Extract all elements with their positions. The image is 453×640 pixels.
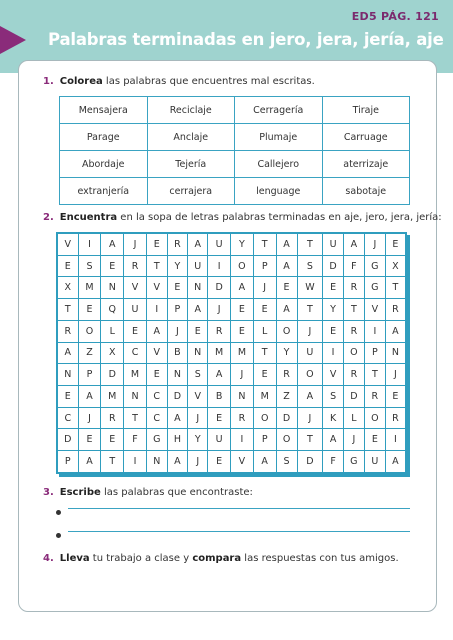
letter-cell[interactable]: Y (323, 299, 344, 321)
letter-cell[interactable]: R (101, 407, 124, 429)
instruction-3-text: las palabras que encontraste: (100, 487, 253, 498)
grid-row (58, 234, 406, 256)
letter-cell[interactable]: E (188, 320, 208, 342)
letter-cell[interactable]: E (323, 277, 344, 299)
letter-cell[interactable]: X (385, 255, 405, 277)
instruction-4-verb-1: Lleva (59, 553, 90, 564)
letter-cell[interactable]: E (78, 299, 101, 321)
letter-cell[interactable]: A (167, 451, 188, 473)
letter-cell[interactable]: E (101, 429, 124, 451)
letter-cell[interactable]: I (364, 320, 385, 342)
words-row (60, 124, 410, 151)
letter-cell[interactable]: D (276, 407, 297, 429)
letter-cell[interactable]: E (385, 234, 405, 256)
letter-cell[interactable]: E (146, 234, 167, 256)
letter-cell[interactable]: T (297, 234, 323, 256)
letter-cell[interactable]: A (188, 299, 208, 321)
letter-cell[interactable]: E (208, 407, 231, 429)
letter-cell[interactable]: G (146, 429, 167, 451)
word-cell[interactable]: Anclaje (147, 124, 235, 151)
letter-cell[interactable]: J (188, 451, 208, 473)
word-cell[interactable]: Mensajera (60, 97, 148, 124)
letter-cell[interactable]: G (343, 451, 364, 473)
instruction-2 (43, 212, 442, 223)
letter-cell[interactable]: T (146, 255, 167, 277)
letter-cell[interactable]: R (167, 234, 188, 256)
word-cell[interactable]: Cerragería (235, 97, 323, 124)
letter-cell[interactable]: U (188, 255, 208, 277)
letter-cell[interactable]: O (343, 342, 364, 364)
words-row (60, 151, 410, 178)
letter-cell[interactable]: E (167, 277, 188, 299)
letter-cell[interactable]: F (323, 451, 344, 473)
letter-cell[interactable]: V (146, 277, 167, 299)
letter-cell[interactable]: P (253, 429, 276, 451)
letter-cell[interactable]: N (58, 364, 79, 386)
letter-cell[interactable]: J (124, 234, 147, 256)
letter-cell[interactable]: L (343, 407, 364, 429)
answer-bullet-1 (56, 510, 61, 515)
word-cell[interactable]: Plumaje (235, 124, 323, 151)
answer-line-2[interactable] (68, 531, 410, 532)
letter-cell[interactable]: R (343, 320, 364, 342)
letter-cell[interactable]: E (101, 255, 124, 277)
letter-cell[interactable]: A (208, 364, 231, 386)
instruction-3-verb: Escribe (59, 487, 101, 498)
letter-cell[interactable]: R (343, 364, 364, 386)
letter-cell[interactable]: G (364, 255, 385, 277)
letter-cell[interactable]: P (364, 342, 385, 364)
letter-cell[interactable]: Y (188, 429, 208, 451)
grid-row (58, 386, 406, 408)
letter-cell[interactable]: U (124, 299, 147, 321)
letter-cell[interactable]: E (323, 320, 344, 342)
letter-cell[interactable]: B (208, 386, 231, 408)
letter-cell[interactable]: A (385, 320, 405, 342)
letter-cell[interactable]: J (297, 320, 323, 342)
word-search-puzzle (56, 232, 407, 474)
instruction-3 (43, 487, 253, 498)
letter-cell[interactable]: E (385, 386, 405, 408)
letter-cell[interactable]: I (124, 451, 147, 473)
letter-cell[interactable]: O (253, 407, 276, 429)
letter-cell[interactable]: A (167, 407, 188, 429)
letter-cell[interactable]: E (58, 386, 79, 408)
grid-row (58, 255, 406, 277)
letter-cell[interactable]: A (253, 451, 276, 473)
letter-cell[interactable]: J (208, 299, 231, 321)
word-cell[interactable]: Abordaje (60, 151, 148, 178)
letter-cell[interactable]: U (297, 342, 323, 364)
letter-cell[interactable]: D (101, 364, 124, 386)
letter-cell[interactable]: F (124, 429, 147, 451)
word-cell[interactable]: Tejería (147, 151, 235, 178)
letter-cell[interactable]: N (146, 451, 167, 473)
letter-cell[interactable]: C (146, 386, 167, 408)
letter-cell[interactable]: E (78, 429, 101, 451)
letter-cell[interactable]: S (188, 364, 208, 386)
letter-cell[interactable]: V (231, 451, 254, 473)
letter-cell[interactable]: R (276, 364, 297, 386)
letter-cell[interactable]: A (188, 234, 208, 256)
word-cell[interactable]: Tiraje (322, 97, 410, 124)
letter-cell[interactable]: C (58, 407, 79, 429)
letter-cell[interactable]: E (253, 299, 276, 321)
grid-row (58, 277, 406, 299)
letter-cell[interactable]: L (101, 320, 124, 342)
grid-row (58, 342, 406, 364)
grid-row (58, 451, 406, 473)
instruction-4-text-1: tu trabajo a clase y (89, 553, 193, 564)
letter-cell[interactable]: T (124, 407, 147, 429)
letter-cell[interactable]: A (385, 451, 405, 473)
letter-cell[interactable]: A (231, 277, 254, 299)
letter-cell[interactable]: Q (101, 299, 124, 321)
letter-cell[interactable]: T (101, 451, 124, 473)
letter-cell[interactable]: V (323, 364, 344, 386)
letter-cell[interactable]: D (167, 386, 188, 408)
letter-cell[interactable]: A (276, 234, 297, 256)
grid-row (58, 364, 406, 386)
instruction-1-number: 1. (43, 76, 54, 87)
letter-cell[interactable]: E (124, 320, 147, 342)
letter-cell[interactable]: A (276, 255, 297, 277)
letter-cell[interactable]: C (146, 407, 167, 429)
letter-cell[interactable]: O (276, 429, 297, 451)
letter-cell[interactable]: A (101, 234, 124, 256)
letter-cell[interactable]: A (323, 429, 344, 451)
instruction-2-verb: Encuentra (59, 212, 118, 223)
instruction-4 (43, 553, 399, 564)
letter-cell[interactable]: O (231, 255, 254, 277)
letter-cell[interactable]: E (58, 255, 79, 277)
instruction-1 (43, 76, 315, 87)
letter-cell[interactable]: G (364, 277, 385, 299)
instruction-4-number: 4. (43, 553, 54, 564)
letter-cell[interactable]: A (58, 342, 79, 364)
letter-cell[interactable]: I (146, 299, 167, 321)
letter-cell[interactable]: J (231, 364, 254, 386)
letter-cell[interactable]: I (323, 342, 344, 364)
letter-cell[interactable]: N (385, 342, 405, 364)
letter-cell[interactable]: M (253, 386, 276, 408)
letter-cell[interactable]: R (58, 320, 79, 342)
letter-cell[interactable]: V (188, 386, 208, 408)
letter-cell[interactable]: R (385, 407, 405, 429)
letter-cell[interactable]: U (208, 429, 231, 451)
words-row (60, 178, 410, 205)
letter-cell[interactable]: X (101, 342, 124, 364)
instruction-2-text: en la sopa de letras palabras terminadas en aje, jero, jera, jería: (117, 212, 442, 223)
letter-cell[interactable]: I (208, 255, 231, 277)
letter-cell[interactable]: Z (276, 386, 297, 408)
letter-cell[interactable]: P (78, 364, 101, 386)
letter-cell[interactable]: R (124, 255, 147, 277)
grid-row (58, 320, 406, 342)
word-cell[interactable]: Callejero (235, 151, 323, 178)
letter-cell[interactable]: I (385, 429, 405, 451)
word-cell[interactable]: Parage (60, 124, 148, 151)
letter-cell[interactable]: A (146, 320, 167, 342)
letter-cell[interactable]: J (78, 407, 101, 429)
letter-cell[interactable]: P (58, 451, 79, 473)
letter-grid (57, 233, 406, 473)
letter-cell[interactable]: B (167, 342, 188, 364)
letter-cell[interactable]: O (276, 320, 297, 342)
letter-cell[interactable]: D (297, 451, 323, 473)
letter-cell[interactable]: Y (276, 342, 297, 364)
words-row (60, 97, 410, 124)
word-cell[interactable]: Carruage (322, 124, 410, 151)
letter-cell[interactable]: O (364, 407, 385, 429)
word-cell[interactable]: cerrajera (147, 178, 235, 205)
letter-cell[interactable]: E (253, 364, 276, 386)
letter-cell[interactable]: E (208, 451, 231, 473)
letter-cell[interactable]: J (188, 407, 208, 429)
letter-cell[interactable]: S (78, 255, 101, 277)
letter-cell[interactable]: T (385, 277, 405, 299)
letter-cell[interactable]: T (253, 234, 276, 256)
letter-cell[interactable]: T (297, 429, 323, 451)
letter-cell[interactable]: R (208, 320, 231, 342)
letter-cell[interactable]: U (323, 234, 344, 256)
grid-row (58, 407, 406, 429)
letter-cell[interactable]: J (253, 277, 276, 299)
instruction-2-number: 2. (43, 212, 54, 223)
letter-cell[interactable]: N (188, 277, 208, 299)
letter-cell[interactable]: C (124, 342, 147, 364)
letter-cell[interactable]: R (343, 277, 364, 299)
letter-cell[interactable]: A (297, 386, 323, 408)
letter-cell[interactable]: T (343, 299, 364, 321)
letter-cell[interactable]: M (78, 277, 101, 299)
instruction-3-number: 3. (43, 487, 54, 498)
letter-cell[interactable]: P (167, 299, 188, 321)
letter-cell[interactable]: R (364, 386, 385, 408)
letter-cell[interactable]: J (167, 320, 188, 342)
letter-cell[interactable]: V (58, 234, 79, 256)
letter-cell[interactable]: O (297, 364, 323, 386)
answer-bullet-2 (56, 533, 61, 538)
letter-cell[interactable]: N (101, 277, 124, 299)
letter-cell[interactable]: V (124, 277, 147, 299)
grid-row (58, 429, 406, 451)
letter-cell[interactable]: E (231, 320, 254, 342)
letter-cell[interactable]: M (231, 342, 254, 364)
letter-cell[interactable]: R (231, 407, 254, 429)
letter-cell[interactable]: D (58, 429, 79, 451)
letter-cell[interactable]: M (101, 386, 124, 408)
letter-cell[interactable]: H (167, 429, 188, 451)
instruction-1-text: las palabras que encuentres mal escritas. (102, 76, 315, 87)
letter-cell[interactable]: U (364, 451, 385, 473)
letter-cell[interactable]: V (364, 299, 385, 321)
letter-cell[interactable]: T (58, 299, 79, 321)
word-cell[interactable]: aterrizaje (322, 151, 410, 178)
instruction-1-verb: Colorea (59, 76, 103, 87)
letter-cell[interactable]: S (323, 386, 344, 408)
letter-cell[interactable]: R (385, 299, 405, 321)
answer-line-1[interactable] (68, 508, 410, 509)
letter-cell[interactable]: D (323, 255, 344, 277)
word-cell[interactable]: lenguage (235, 178, 323, 205)
letter-cell[interactable]: N (188, 342, 208, 364)
page-reference: ED5 PÁG. 121 (351, 10, 439, 23)
letter-cell[interactable]: I (78, 234, 101, 256)
letter-cell[interactable]: E (364, 429, 385, 451)
banner-triangle-decoration (0, 26, 26, 54)
word-cell[interactable]: sabotaje (322, 178, 410, 205)
grid-row (58, 299, 406, 321)
word-cell[interactable]: extranjería (60, 178, 148, 205)
letter-cell[interactable]: O (78, 320, 101, 342)
words-table (59, 96, 410, 205)
letter-cell[interactable]: J (364, 234, 385, 256)
letter-cell[interactable]: L (253, 320, 276, 342)
letter-cell[interactable]: Y (167, 255, 188, 277)
letter-cell[interactable]: N (231, 386, 254, 408)
letter-cell[interactable]: X (58, 277, 79, 299)
letter-cell[interactable]: T (297, 299, 323, 321)
letter-cell[interactable]: J (297, 407, 323, 429)
instruction-4-verb-2: compara (192, 553, 242, 564)
letter-cell[interactable]: E (276, 277, 297, 299)
letter-cell[interactable]: A (78, 451, 101, 473)
letter-cell[interactable]: E (146, 364, 167, 386)
letter-cell[interactable]: Y (231, 234, 254, 256)
page-title: Palabras terminadas en jero, jera, jería, aje (48, 30, 444, 49)
letter-cell[interactable]: W (297, 277, 323, 299)
letter-cell[interactable]: N (167, 364, 188, 386)
letter-cell[interactable]: K (323, 407, 344, 429)
letter-cell[interactable]: M (124, 364, 147, 386)
letter-cell[interactable]: V (146, 342, 167, 364)
letter-cell[interactable]: S (276, 451, 297, 473)
letter-cell[interactable]: E (231, 299, 254, 321)
letter-cell[interactable]: M (208, 342, 231, 364)
letter-cell[interactable]: I (231, 429, 254, 451)
letter-cell[interactable]: Z (78, 342, 101, 364)
letter-cell[interactable]: D (343, 386, 364, 408)
letter-cell[interactable]: P (253, 255, 276, 277)
letter-cell[interactable]: N (124, 386, 147, 408)
letter-cell[interactable]: T (253, 342, 276, 364)
instruction-4-text-2: las respuestas con tus amigos. (241, 553, 399, 564)
letter-cell[interactable]: A (78, 386, 101, 408)
letter-cell[interactable]: F (343, 255, 364, 277)
letter-cell[interactable]: J (343, 429, 364, 451)
letter-cell[interactable]: A (276, 299, 297, 321)
letter-cell[interactable]: D (208, 277, 231, 299)
word-cell[interactable]: Reciclaje (147, 97, 235, 124)
letter-cell[interactable]: A (343, 234, 364, 256)
letter-cell[interactable]: S (297, 255, 323, 277)
letter-cell[interactable]: U (208, 234, 231, 256)
letter-cell[interactable]: J (385, 364, 405, 386)
letter-cell[interactable]: T (364, 364, 385, 386)
